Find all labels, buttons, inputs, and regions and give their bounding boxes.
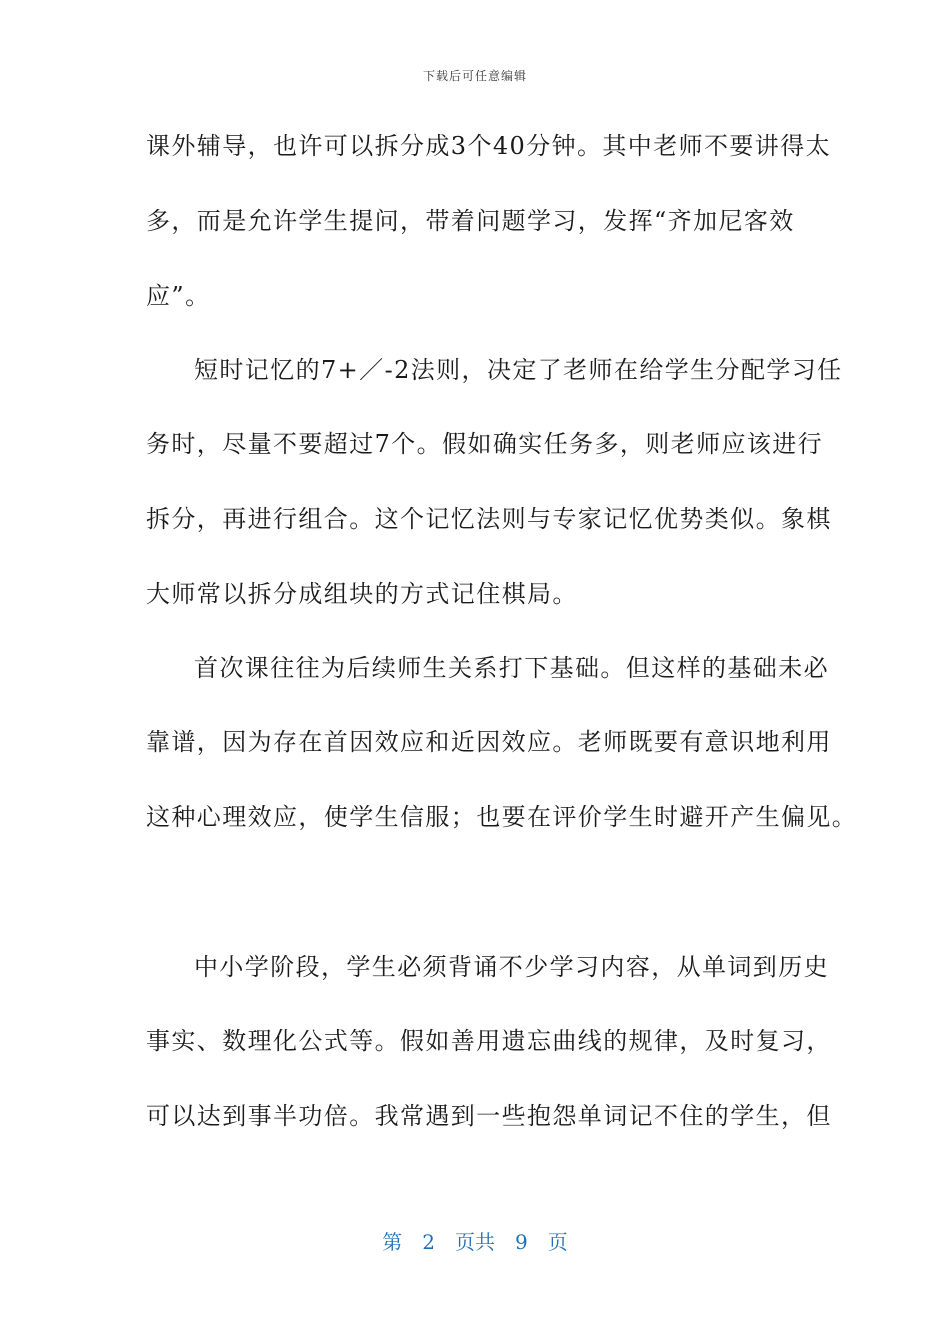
text-line: 靠谱，因为存在首因效应和近因效应。老师既要有意识地利用 <box>146 728 832 756</box>
text-line: 务时，尽量不要超过7个。假如确实任务多，则老师应该进行 <box>146 430 824 458</box>
footer-suffix: 页 <box>547 1230 568 1254</box>
text-line: 多，而是允许学生提问，带着问题学习，发挥“齐加尼客效 <box>146 207 795 235</box>
text-line: 事实、数理化公式等。假如善用遗忘曲线的规律，及时复习， <box>146 1027 832 1055</box>
footer-current-page: 2 <box>422 1230 435 1254</box>
footer-total-pages: 9 <box>515 1230 528 1254</box>
footer-middle: 页共 <box>455 1230 495 1254</box>
text-line: 中小学阶段，学生必须背诵不少学习内容，从单词到历史 <box>194 953 829 981</box>
text-line: 首次课往往为后续师生关系打下基础。但这样的基础未必 <box>194 654 829 682</box>
text-line: 课外辅导，也许可以拆分成3个40分钟。其中老师不要讲得太 <box>146 132 832 160</box>
text-line: 可以达到事半功倍。我常遇到一些抱怨单词记不住的学生，但 <box>146 1102 832 1130</box>
header-note: 下载后可任意编辑 <box>422 69 527 83</box>
page-footer <box>0 1226 950 1255</box>
text-line: 大师常以拆分成组块的方式记住棋局。 <box>146 580 578 608</box>
text-line: 短时记忆的7+／-2法则，决定了老师在给学生分配学习任 <box>194 356 843 384</box>
text-line: 这种心理效应，使学生信服；也要在评价学生时避开产生偏见。 <box>146 803 858 831</box>
text-line: 拆分，再进行组合。这个记忆法则与专家记忆优势类似。象棋 <box>146 505 832 533</box>
footer-prefix: 第 <box>382 1230 403 1254</box>
text-line: 应”。 <box>146 282 211 310</box>
